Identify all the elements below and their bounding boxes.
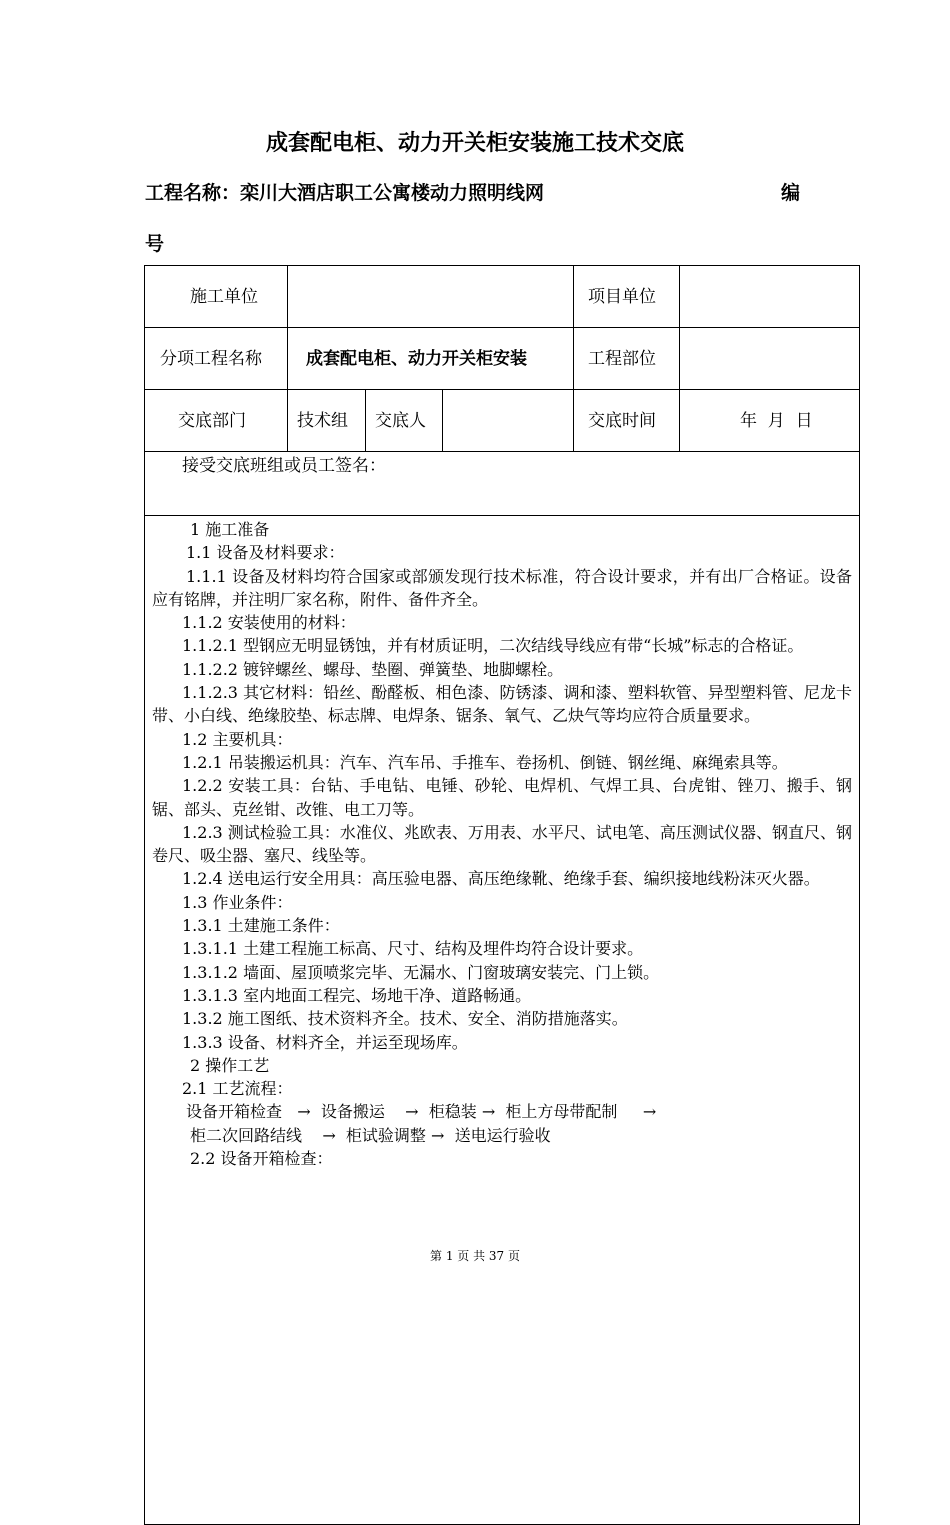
content-line: 1.1 设备及材料要求： — [186, 543, 345, 563]
signature-label: 接受交底班组或员工签名： — [182, 456, 386, 476]
content-line: 1.1.2.3 其它材料：铅丝、酚醛板、相色漆、防锈漆、调和漆、塑料软管、异型塑料管、尼龙卡带、小白线、绝缘胶垫、标志牌、电焊条、锯条、氧气、乙炔气等均应符合质量要求。 — [152, 683, 852, 726]
sub-project-value: 成套配电柜、动力开关柜安装 — [306, 349, 527, 369]
content-line: 1.3.1.1 土建工程施工标高、尺寸、结构及埋件均符合设计要求。 — [182, 939, 644, 959]
page-footer: 第 1 页 共 37 页 — [430, 1249, 520, 1263]
content-line: 1 施工准备 — [190, 520, 270, 539]
content-line: 1.1.2.2 镀锌螺丝、螺母、垫圈、弹簧垫、地脚螺栓。 — [182, 659, 564, 679]
project-name: 工程名称：栾川大酒店职工公寓楼动力照明线网 — [145, 182, 545, 204]
content-line: 1.2.4 送电运行安全用具：高压验电器、高压绝缘靴、绝缘手套、编织接地线粉沫灭火器。 — [182, 869, 820, 889]
content-line: 2.1 工艺流程： — [182, 1079, 293, 1099]
content-line: 1.3.1.2 墙面、屋顶喷浆完毕、无漏水、门窗玻璃安装完、门上锁。 — [182, 962, 660, 982]
col-divider — [442, 389, 443, 451]
number-label: 编 — [781, 182, 801, 204]
content-line: 1.3.1 土建施工条件： — [182, 916, 340, 936]
dept-value: 技术组 — [297, 411, 348, 431]
work-part-label: 工程部位 — [588, 349, 656, 369]
content-line: 1.3.2 施工图纸、技术资料齐全。技术、安全、消防措施落实。 — [182, 1009, 628, 1029]
dept-label: 交底部门 — [178, 411, 246, 431]
content-line: 1.3.1.3 室内地面工程完、场地干净、道路畅通。 — [182, 985, 532, 1005]
number-label-cont: 号 — [145, 233, 165, 255]
content-line: 1.1.2 安装使用的材料： — [182, 613, 356, 633]
time-label: 交底时间 — [588, 411, 656, 431]
col-divider — [573, 265, 574, 451]
col-divider — [287, 265, 288, 451]
construction-unit-label: 施工单位 — [190, 287, 258, 307]
content-line: 1.1.1 设备及材料均符合国家或部颁发现行技术标准，符合设计要求，并有出厂合格证。设备应有铭牌，并注明厂家名称，附件、备件齐全。 — [152, 566, 852, 609]
row-divider — [144, 451, 860, 452]
content-line: 1.2.1 吊装搬运机具：汽车、汽车吊、手推车、卷扬机、倒链、钢丝绳、麻绳索具等。 — [182, 752, 788, 772]
time-value: 年 月 日 — [740, 411, 813, 431]
sub-project-label: 分项工程名称 — [160, 349, 262, 369]
content-line: 1.2 主要机具： — [182, 729, 293, 749]
content-line: 1.1.2.1 型钢应无明显锈蚀，并有材质证明，二次结线导线应有带“长城”标志的合格证。 — [182, 636, 804, 656]
row-divider — [144, 327, 860, 328]
content-line: 1.3 作业条件： — [182, 892, 293, 912]
document-title: 成套配电柜、动力开关柜安装施工技术交底 — [265, 131, 684, 156]
content-line: 1.3.3 设备、材料齐全，并运至现场库。 — [182, 1032, 468, 1052]
content-line: 1.2.2 安装工具：台钻、手电钻、电锤、砂轮、电焊机、气焊工具、台虎钳、锉刀、搬手、钢锯、部头、克丝钳、改锥、电工刀等。 — [152, 776, 852, 819]
row-divider — [144, 389, 860, 390]
content-line: 1.2.3 测试检验工具：水准仪、兆欧表、万用表、水平尺、试电笔、高压测试仪器、钢直尺、钢卷尺、吸尘器、塞尺、线坠等。 — [152, 822, 852, 866]
col-divider — [679, 265, 680, 451]
process-flow-line: 柜二次回路结线 → 柜试验调整 → 送电运行验收 — [190, 1125, 551, 1145]
project-unit-label: 项目单位 — [588, 287, 656, 307]
content-line: 2 操作工艺 — [190, 1055, 270, 1075]
person-label: 交底人 — [375, 411, 426, 431]
row-divider — [144, 515, 860, 516]
col-divider — [365, 389, 366, 451]
process-flow-line: 设备开箱检查 → 设备搬运 → 柜稳装 → 柜上方母带配制 → — [186, 1102, 657, 1122]
content-body — [152, 518, 852, 1170]
content-line: 2.2 设备开箱检查： — [190, 1149, 333, 1169]
